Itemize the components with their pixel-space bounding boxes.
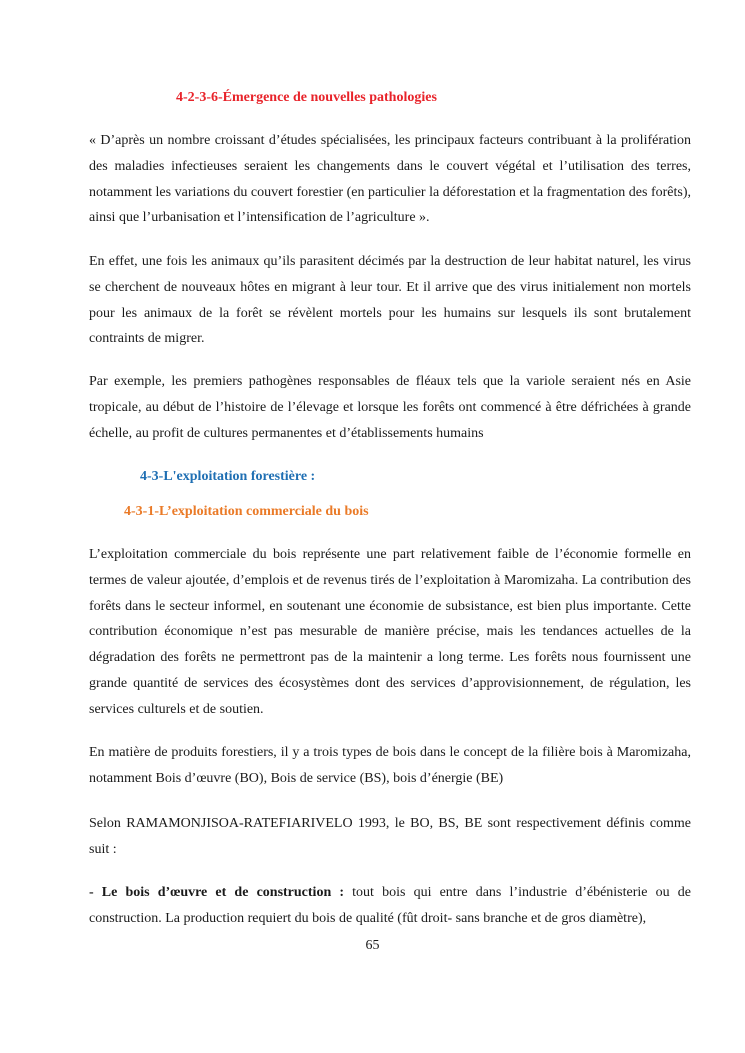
paragraph-commercial-exploitation: L’exploitation commerciale du bois représente une part relativement faible de l’économie formelle en termes de valeur ajoutée, d’emplois et de revenus tirés de l’exploitation à Maromizaha. La contribution des forêts dans le secteur informel, en soutenant une économie de subsistance, est bien plus importante. Cette contribution économique n’est pas mesurable de manière précise, mais les tendances actuelles de la dégradation des forêts ne permettront pas de la maintenir a long terme. Les forêts nous fournissent une grande quantité de services des écosystèmes dont des services d’approvisionnement, de régulation, les services culturels et de soutien.	[89, 547, 691, 717]
heading-emergence-pathologies: 4-2-3-6-Émergence de nouvelles pathologies	[176, 90, 437, 105]
paragraph-wood-types: En matière de produits forestiers, il y a trois types de bois dans le concept de la filière bois à Maromizaha, notamment Bois d’œuvre (BO), Bois de service (BS), bois d’énergie (BE)	[89, 745, 691, 786]
page-number: 65	[365, 938, 380, 953]
definition-bois-oeuvre: tout bois qui entre dans l’industrie d’ébénisterie ou de construction. La production requiert du bois de qualité (fût droit- sans branche et de gros diamètre),	[89, 885, 691, 926]
paragraph-variole-example: Par exemple, les premiers pathogènes responsables de fléaux tels que la variole seraient nés en Asie tropicale, au début de l’histoire de l’élevage et lorsque les forêts ont commencé à être défrichées à grande échelle, au profit de cultures permanentes et d’établissements humains	[89, 374, 691, 441]
paragraph-infectious-factors: « D’après un nombre croissant d’études spécialisées, les principaux facteurs contribuant à la prolifération des maladies infectieuses seraient les changements dans le couvert végétal et l’utilisation des terres, notamment les variations du couvert forestier (en particulier la déforestation et la fragmentation des forêts), ainsi que l’urbanisation et l’intensification de l’agriculture ».	[89, 133, 691, 226]
paragraph-definitions-intro: Selon RAMAMONJISOA-RATEFIARIVELO 1993, le BO, BS, BE sont respectivement définis comme suit :	[89, 816, 691, 857]
heading-forest-exploitation: 4-3-L'exploitation forestière :	[140, 469, 316, 484]
paragraph-virus-migration: En effet, une fois les animaux qu’ils parasitent décimés par la destruction de leur habitat naturel, les virus se cherchent de nouveaux hôtes en migrant à leur tour. Et il arrive que des virus initialement non mortels pour les animaux de la forêt se révèlent mortels pour les humains sur lesquels ils sont brutalement contraints de migrer.	[89, 254, 691, 347]
heading-commercial-wood: 4-3-1-L’exploitation commerciale du bois	[124, 504, 369, 519]
term-bois-oeuvre: - Le bois d’œuvre et de construction :	[89, 885, 345, 900]
paragraph-bois-oeuvre	[89, 880, 691, 932]
